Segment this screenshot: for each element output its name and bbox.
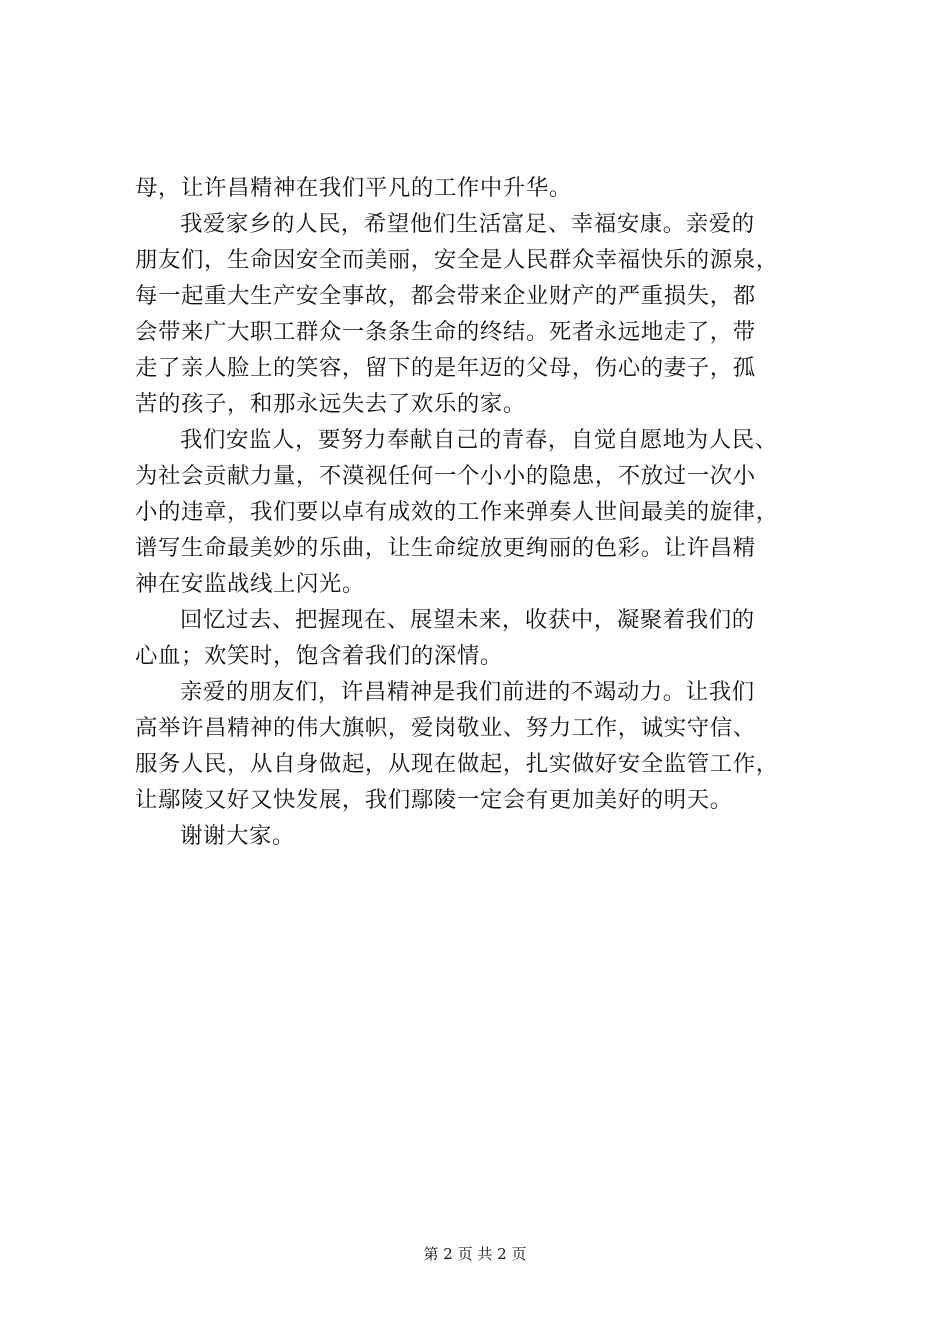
text-line: 让鄢陵又好又快发展，我们鄢陵一定会有更加美好的明天。 [135,787,733,813]
text-line: 走了亲人脸上的笑容，留下的是年迈的父母，伤心的妻子，孤 [135,355,756,381]
text-line: 每一起重大生产安全事故，都会带来企业财产的严重损失，都 [135,283,756,309]
text-line: 谱写生命最美妙的乐曲，让生命绽放更绚丽的色彩。让许昌精 [135,535,756,561]
text-line: 小的违章，我们要以卓有成效的工作来弹奏人世间最美的旋律， [135,499,779,525]
paragraph-first-line: 亲爱的朋友们，许昌精神是我们前进的不竭动力。让我们 [180,679,755,705]
text-line: 高举许昌精神的伟大旗帜，爱岗敬业、努力工作，诚实守信、 [135,715,756,741]
text-line: 服务人民，从自身做起，从现在做起，扎实做好安全监管工作， [135,751,779,777]
document-body [135,170,835,854]
page-number-footer: 第 2 页 共 2 页 [423,1245,527,1263]
paragraph-first-line: 我爱家乡的人民，希望他们生活富足、幸福安康。亲爱的 [180,211,755,237]
text-line: 神在安监战线上闪光。 [135,571,365,597]
closing-line: 谢谢大家。 [180,823,295,849]
text-line: 会带来广大职工群众一条条生命的终结。死者永远地走了，带 [135,319,756,345]
text-line: 为社会贡献力量，不漠视任何一个小小的隐患，不放过一次小 [135,463,756,489]
paragraph-first-line: 我们安监人，要努力奉献自己的青春，自觉自愿地为人民、 [180,427,778,453]
text-line: 母，让许昌精神在我们平凡的工作中升华。 [135,175,572,201]
text-line: 苦的孩子，和那永远失去了欢乐的家。 [135,391,526,417]
text-line: 心血；欢笑时，饱含着我们的深情。 [135,643,503,669]
text-line: 朋友们，生命因安全而美丽，安全是人民群众幸福快乐的源泉， [135,247,779,273]
paragraph-first-line: 回忆过去、把握现在、展望未来，收获中，凝聚着我们的 [180,607,755,633]
